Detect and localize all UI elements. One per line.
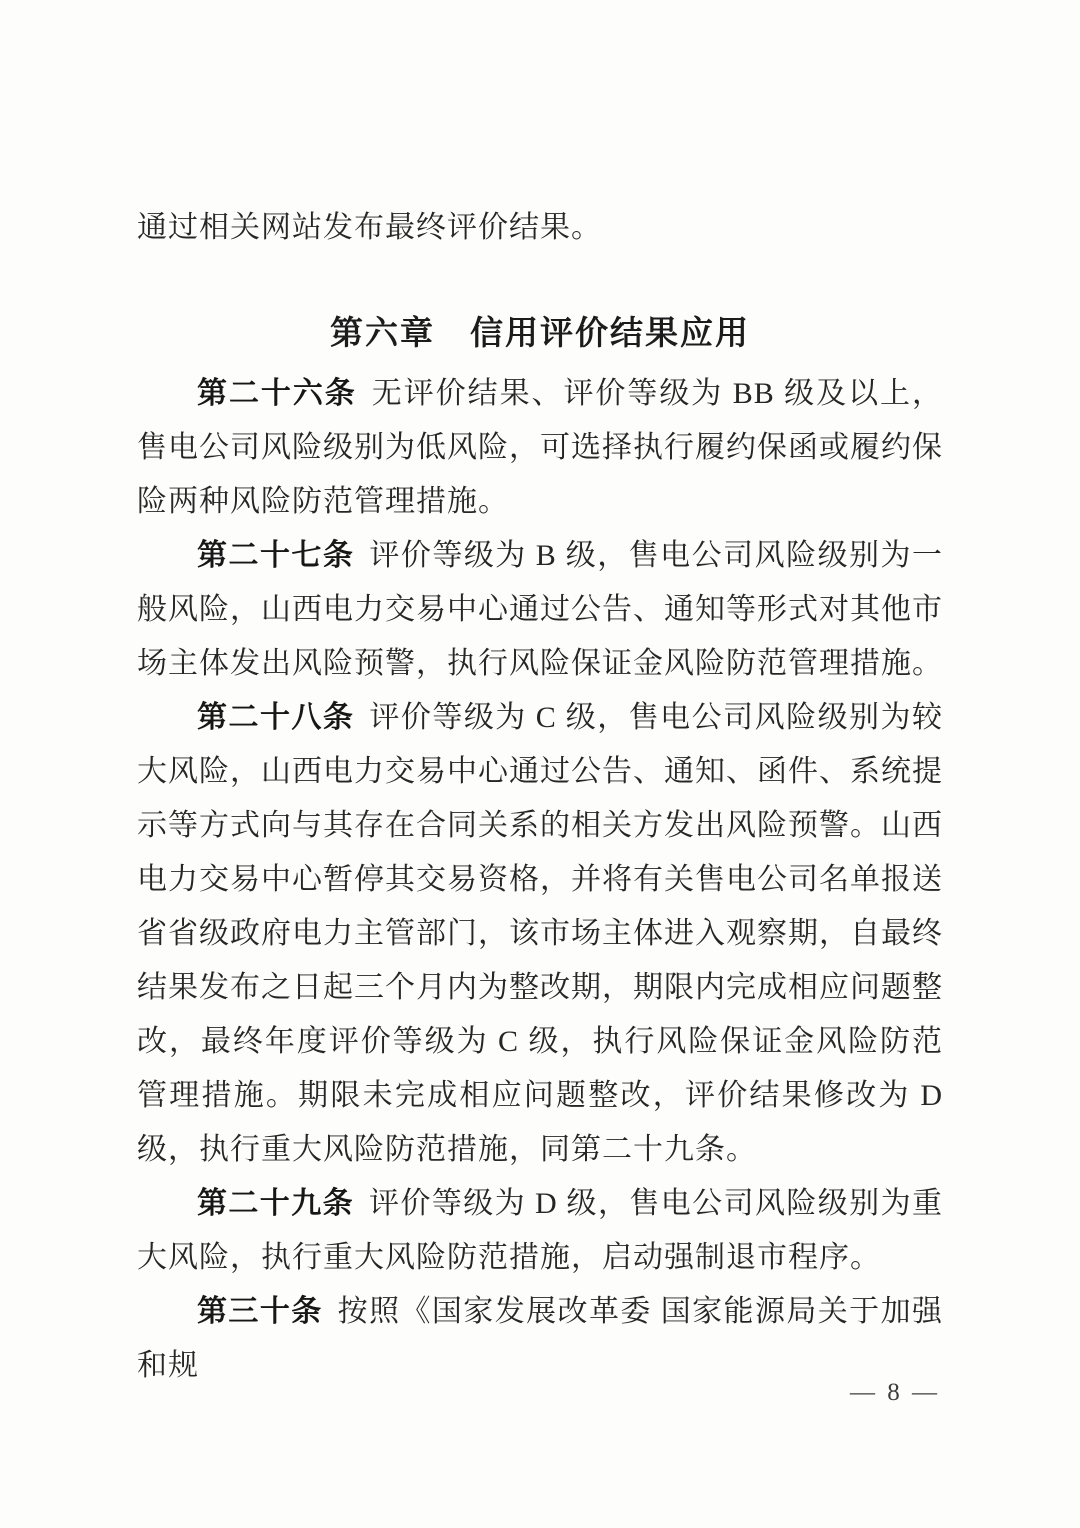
article-26-text: 无评价结果、评价等级为 BB 级及以上，售电公司风险级别为低风险，可选择执行履约保函或履约保险两种风险防范管理措施。 bbox=[137, 377, 943, 518]
chapter-heading: 第六章 信用评价结果应用 bbox=[330, 314, 750, 351]
article-26-number: 第二十六条 bbox=[197, 377, 357, 410]
document-body bbox=[137, 201, 943, 1393]
article-29-text: 评价等级为 D 级，售电公司风险级别为重大风险，执行重大风险防范措施，启动强制退市程序。 bbox=[137, 1187, 943, 1274]
article-28-text: 评价等级为 C 级，售电公司风险级别为较大风险，山西电力交易中心通过公告、通知、函件、系统提示等方式向与其存在合同关系的相关方发出风险预警。山西电力交易中心暂停其交易资格，并将有关售电公司名单报送省省级政府电力主管部门，该市场主体进入观察期，自最终结果发布之日起三个月内为整改期，期限内完成相应问题整改，最终年度评价等级为 C 级，执行风险保证金风险防范管理措施。期限未完成相应问题整改，评价结果修改为 D 级，执行重大风险防范措施，同第二十九条。 bbox=[137, 701, 943, 1166]
article-29-paragraph bbox=[137, 1177, 943, 1285]
article-27-paragraph bbox=[137, 529, 943, 691]
article-27-number: 第二十七条 bbox=[197, 539, 355, 572]
intro-continuation-line: 通过相关网站发布最终评价结果。 bbox=[137, 211, 602, 244]
article-30-text: 按照《国家发展改革委 国家能源局关于加强和规 bbox=[137, 1295, 944, 1382]
article-30-number: 第三十条 bbox=[197, 1295, 323, 1328]
article-30-paragraph bbox=[137, 1285, 943, 1393]
article-27-text: 评价等级为 B 级，售电公司风险级别为一般风险，山西电力交易中心通过公告、通知等形式对其他市场主体发出风险预警，执行风险保证金风险防范管理措施。 bbox=[137, 539, 943, 680]
article-28-number: 第二十八条 bbox=[197, 701, 355, 734]
page-number: — 8 — bbox=[850, 1379, 940, 1406]
article-29-number: 第二十九条 bbox=[197, 1187, 355, 1220]
article-28-paragraph bbox=[137, 691, 943, 1177]
article-26-paragraph bbox=[137, 367, 943, 529]
